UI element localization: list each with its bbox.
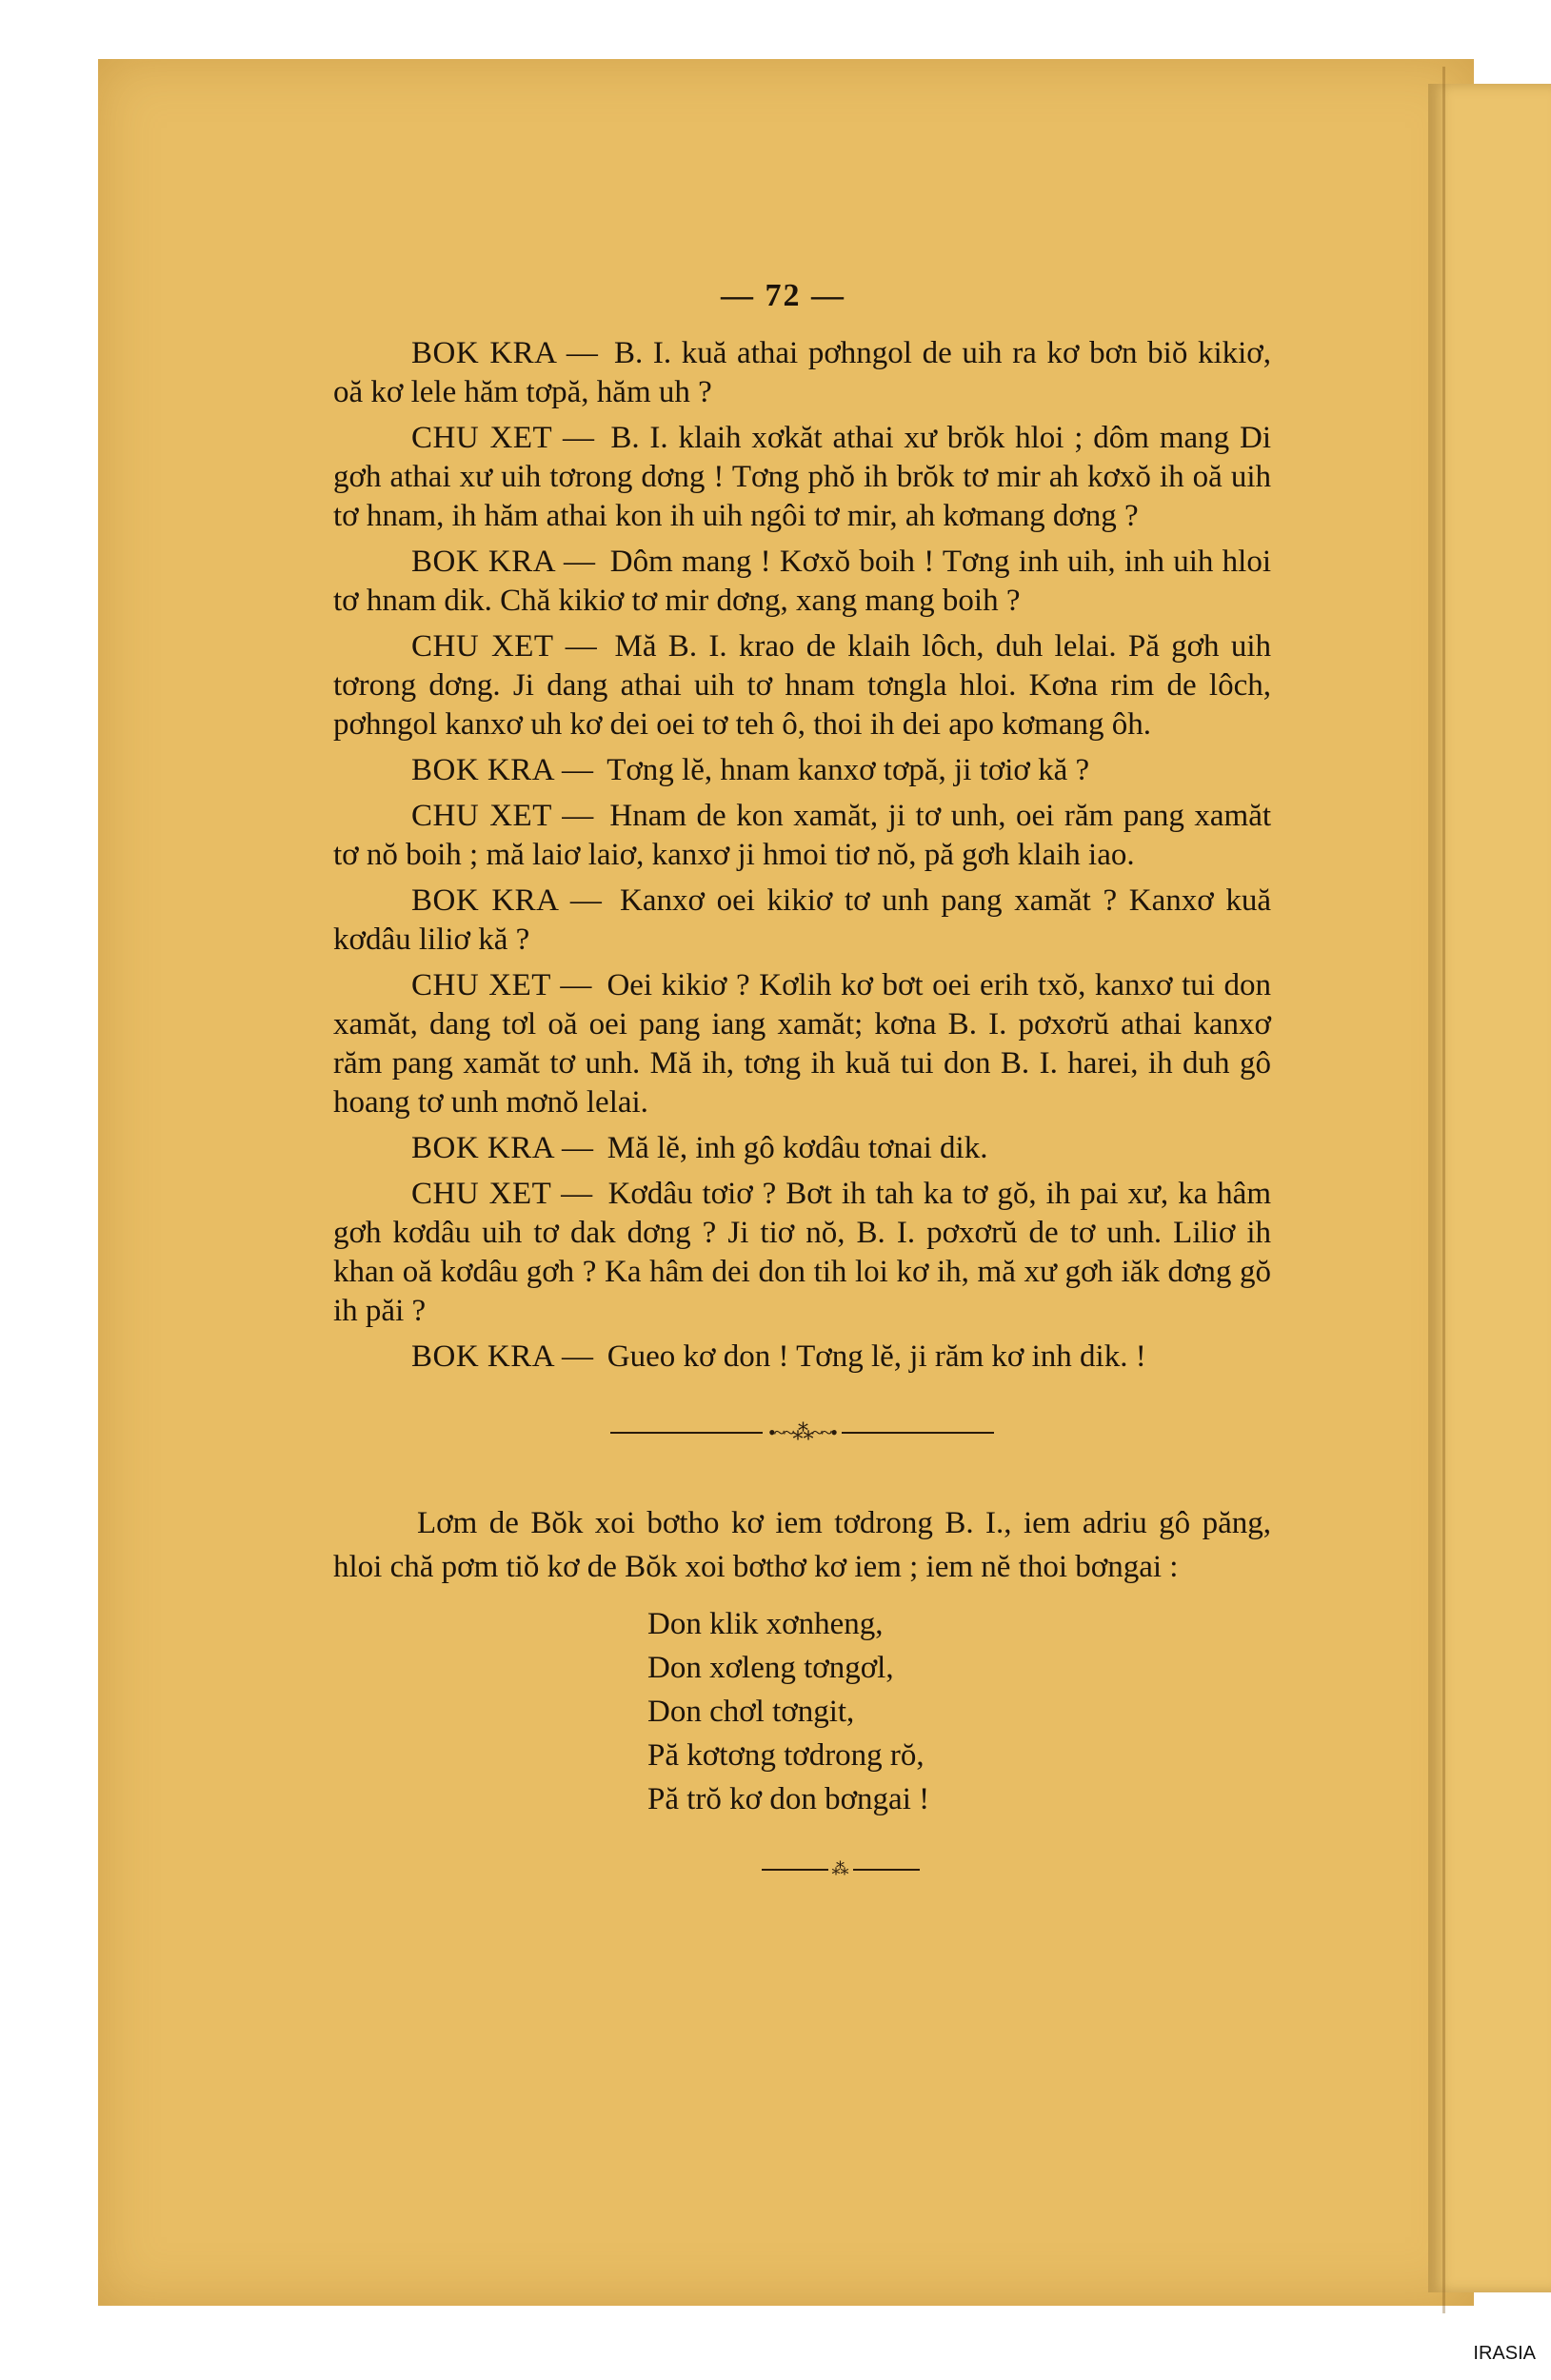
speaker-name: CHU XET —	[411, 421, 595, 455]
speaker-name: CHU XET —	[411, 799, 594, 833]
speaker-name: BOK KRA —	[411, 883, 603, 918]
dialogue-text: Gueo kơ don ! Tơng lĕ, ji răm kơ inh dik. !	[606, 1339, 1146, 1374]
dialogue-text: Kanxơ oei kikiơ tơ unh pang xamăt ? Kanxơ kuă kơdâu liliơ kă ?	[333, 883, 1272, 957]
divider-line-left	[610, 1432, 763, 1434]
speaker-name: BOK KRA —	[411, 1131, 594, 1165]
closing-line-left	[762, 1869, 828, 1871]
dialogue-paragraph	[333, 751, 1271, 790]
dialogue-text: Dôm mang ! Kơxŏ boih ! Tơng inh uih, inh uih hloi tơ hnam dik. Chă kikiơ tơ mir dơng, xang mang boih ?	[333, 545, 1271, 618]
dialogue-paragraph	[333, 1338, 1271, 1377]
poem	[647, 1602, 1271, 1821]
speaker-name: BOK KRA —	[411, 753, 594, 787]
closing-divider	[409, 1850, 1271, 1889]
speaker-name: CHU XET —	[411, 629, 598, 664]
dialogue-paragraph	[333, 543, 1271, 621]
poem-line: Don klik xơnheng,	[647, 1607, 884, 1641]
dialogue-text: Oei kikiơ ? Kơlih kơ bơt oei erih txŏ, kanxơ tui don xamăt, dang tơl oă oei pang iang xamăt; kơna B. I. pơxơrŭ athai kanxơ răm pang xamăt tơ unh. Mă ih, tơng ih kuă tui don B. I. harei, ih duh gô hoang tơ unh mơnŏ lelai.	[333, 968, 1271, 1120]
page-number: — 72 —	[721, 278, 845, 313]
poem-line: Don xơleng tơngơl,	[647, 1651, 894, 1685]
dialogue-text: Mă lĕ, inh gô kơdâu tơnai dik.	[606, 1131, 988, 1165]
dialogue-text: B. I. kuă athai pơhngol de uih ra kơ bơn biŏ kikiơ, oă kơ lele hăm tơpă, hăm uh ?	[333, 336, 1272, 409]
dialogue-text: B. I. klaih xơkăt athai xư brŏk hloi ; dôm mang Di gơh athai xư uih tơrong dơng ! Tơng phŏ ih brŏk tơ mir ah kơxŏ ih oă uih tơ hnam, ih hăm athai kon ih uih ngôi tơ mir, ah kơmang dơng ?	[333, 421, 1271, 533]
speaker-name: BOK KRA —	[411, 336, 599, 370]
dialogue-text: Mă B. I. krao de klaih lôch, duh lelai. Pă gơh uih tơrong dơng. Ji dang athai uih tơ hnam tơngla hloi. Kơna rim de lôch, pơhngol kanxơ uh kơ dei oei tơ teh ô, thoi ih dei apo kơmang ôh.	[333, 629, 1271, 742]
dialogue-paragraph	[333, 419, 1271, 536]
section-divider	[333, 1413, 1271, 1452]
divider-ornament: •~~⁂~~•	[767, 1420, 836, 1444]
speaker-name: CHU XET —	[411, 1177, 593, 1211]
dialogue-text: Tơng lĕ, hnam kanxơ tơpă, ji tơiơ kă ?	[606, 753, 1090, 787]
prose-paragraph: Lơm de Bŏk xoi bơtho kơ iem tơdrong B. I., iem adriu gô păng, hloi chă pơm tiŏ kơ de Bŏk xoi bơthơ kơ iem ; iem nĕ thoi bơngai :	[333, 1506, 1271, 1584]
dialogue-text: Kơdâu tơiơ ? Bơt ih tah ka tơ gŏ, ih pai xư, ka hâm gơh kơdâu uih tơ dak dơng ? Ji tiơ nŏ, B. I. pơxơrŭ de tơ unh. Liliơ ih khan oă kơdâu gơh ? Ka hâm dei don tih loi kơ ih, mă xư gơh iăk dơng gŏ ih păi ?	[333, 1177, 1271, 1328]
page-fold	[1442, 67, 1445, 2313]
poem-line: Pă kơtơng tơdrong rŏ,	[647, 1738, 925, 1773]
watermark-label: IRASIA	[1473, 2343, 1536, 2364]
closing-line-right	[853, 1869, 920, 1871]
dialogue	[333, 334, 1271, 1377]
dialogue-paragraph	[333, 966, 1271, 1122]
speaker-name: CHU XET —	[411, 968, 592, 1002]
page-content	[333, 276, 1271, 1889]
dialogue-paragraph	[333, 334, 1271, 412]
dialogue-text: Hnam de kon xamăt, ji tơ unh, oei răm pang xamăt tơ nŏ boih ; mă laiơ laiơ, kanxơ ji hmoi tiơ nŏ, pă gơh klaih iao.	[333, 799, 1272, 872]
poem-line: Don chơl tơngit,	[647, 1695, 855, 1729]
speaker-name: BOK KRA —	[411, 1339, 594, 1374]
closing-ornament: ⁂	[831, 1859, 849, 1878]
poem-line: Pă trŏ kơ don bơngai !	[647, 1782, 930, 1816]
dialogue-paragraph	[333, 882, 1271, 960]
dialogue-paragraph	[333, 1175, 1271, 1331]
facing-page-edge	[1428, 84, 1551, 2292]
dialogue-paragraph	[333, 1129, 1271, 1168]
dialogue-paragraph	[333, 797, 1271, 875]
speaker-name: BOK KRA —	[411, 545, 596, 579]
dialogue-paragraph	[333, 627, 1271, 744]
divider-line-right	[842, 1432, 994, 1434]
